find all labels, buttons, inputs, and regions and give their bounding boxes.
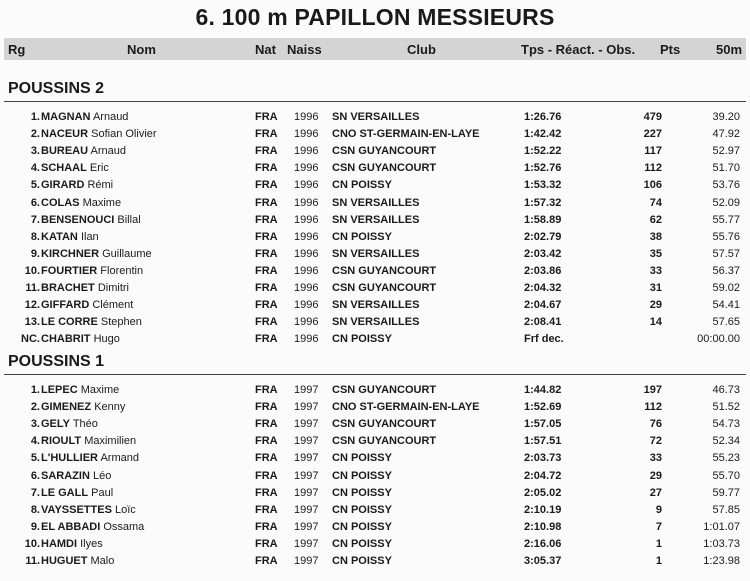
rank: 10.	[24, 265, 40, 277]
split-50m: 52.09	[712, 197, 740, 209]
race-time: 1:42.42	[524, 128, 562, 140]
swimmer-surname: LE GALL	[41, 487, 89, 499]
result-row	[0, 162, 750, 179]
split-50m: 56.37	[712, 265, 740, 277]
swimmer-name	[41, 299, 133, 311]
birth-year: 1997	[294, 504, 319, 516]
swimmer-first-name: Hugo	[93, 333, 120, 345]
club-name: CN POISSY	[332, 333, 392, 345]
points: 1	[655, 555, 662, 567]
swimmer-first-name: Rémi	[87, 179, 114, 191]
rank: 2.	[30, 401, 40, 413]
result-row	[0, 452, 750, 469]
swimmer-surname: MAGNAN	[41, 111, 91, 123]
rank: 9.	[30, 521, 40, 533]
split-50m: 51.70	[712, 162, 740, 174]
split-50m: 52.97	[712, 145, 740, 157]
swimmer-first-name: Armand	[100, 452, 139, 464]
swimmer-first-name: Eric	[89, 162, 109, 174]
swimmer-name	[41, 111, 128, 123]
race-time: 2:04.67	[524, 299, 562, 311]
points: 62	[649, 214, 662, 226]
club-name: CSN GUYANCOURT	[332, 384, 437, 396]
rank: 1.	[30, 384, 40, 396]
points: 76	[649, 418, 662, 430]
nationality: FRA	[255, 521, 278, 533]
header-time: Tps - Réact. - Obs.	[521, 42, 636, 57]
points: 31	[649, 282, 662, 294]
split-50m: 57.85	[712, 504, 740, 516]
rank: 8.	[30, 231, 40, 243]
points: 112	[644, 401, 662, 413]
swimmer-surname: NACEUR	[41, 128, 89, 140]
rank: 7.	[30, 214, 40, 226]
nationality: FRA	[255, 504, 278, 516]
race-time: 2:05.02	[524, 487, 562, 499]
rank: 1.	[30, 111, 40, 123]
swimmer-surname: EL ABBADI	[41, 521, 101, 533]
nationality: FRA	[255, 231, 278, 243]
swimmer-first-name: Malo	[90, 555, 115, 567]
points: 479	[643, 111, 662, 123]
nationality: FRA	[255, 470, 278, 482]
points: 112	[644, 162, 662, 174]
swimmer-name	[41, 384, 119, 396]
split-50m: 55.77	[712, 214, 740, 226]
club-name: CSN GUYANCOURT	[332, 162, 437, 174]
swimmer-name	[41, 265, 143, 277]
race-time: 1:57.32	[524, 197, 562, 209]
swimmer-surname: HUGUET	[41, 555, 88, 567]
points: 1	[655, 538, 662, 550]
club-name: CSN GUYANCOURT	[332, 435, 437, 447]
swimmer-name	[41, 128, 157, 140]
birth-year: 1997	[294, 538, 319, 550]
result-row	[0, 538, 750, 555]
birth-year: 1996	[294, 231, 319, 243]
swimmer-first-name: Paul	[91, 487, 114, 499]
nationality: FRA	[255, 197, 278, 209]
swimmer-first-name: Théo	[72, 418, 98, 430]
section-divider	[4, 101, 746, 102]
nationality: FRA	[255, 111, 278, 123]
result-row	[0, 265, 750, 282]
swimmer-surname: SCHAAL	[41, 162, 87, 174]
swimmer-name	[41, 179, 113, 191]
birth-year: 1996	[294, 265, 319, 277]
swimmer-surname: KATAN	[41, 231, 78, 243]
swimmer-name	[41, 470, 111, 482]
swimmer-name	[41, 333, 120, 345]
club-name: CN POISSY	[332, 231, 392, 243]
page-title: 6. 100 m PAPILLON MESSIEURS	[195, 4, 555, 30]
race-time: 2:10.98	[524, 521, 562, 533]
swimmer-name	[41, 197, 121, 209]
race-time: 2:10.19	[524, 504, 562, 516]
split-50m: 55.70	[712, 470, 740, 482]
club-name: SN VERSAILLES	[332, 197, 420, 209]
birth-year: 1997	[294, 470, 319, 482]
swimmer-surname: SARAZIN	[41, 470, 90, 482]
swimmer-surname: COLAS	[41, 197, 80, 209]
swimmer-surname: KIRCHNER	[41, 248, 100, 260]
race-time: 1:57.05	[524, 418, 562, 430]
points: 33	[649, 452, 662, 464]
column-header-bar	[4, 38, 746, 60]
split-50m: 54.41	[712, 299, 740, 311]
birth-year: 1997	[294, 487, 319, 499]
swimmer-surname: GELY	[41, 418, 70, 430]
birth-year: 1997	[294, 418, 319, 430]
swimmer-name	[41, 418, 98, 430]
club-name: SN VERSAILLES	[332, 214, 420, 226]
birth-year: 1997	[294, 452, 319, 464]
split-50m: 55.23	[712, 452, 740, 464]
result-row	[0, 282, 750, 299]
swimmer-first-name: Clément	[92, 299, 134, 311]
race-time: 1:53.32	[524, 179, 562, 191]
birth-year: 1996	[294, 316, 319, 328]
swimmer-first-name: Florentin	[100, 265, 144, 277]
swimmer-surname: GIMENEZ	[41, 401, 92, 413]
points: 35	[649, 248, 662, 260]
nationality: FRA	[255, 179, 278, 191]
swimmer-name	[41, 162, 109, 174]
points: 117	[644, 145, 662, 157]
rank: 3.	[30, 145, 40, 157]
nationality: FRA	[255, 333, 278, 345]
rank: 2.	[30, 128, 40, 140]
rank: NC.	[21, 333, 40, 345]
race-time: 1:26.76	[524, 111, 562, 123]
section-title: POUSSINS 2	[8, 80, 105, 97]
split-50m: 1:03.73	[703, 538, 740, 550]
split-50m: 57.65	[712, 316, 740, 328]
swimmer-surname: GIFFARD	[41, 299, 90, 311]
swimmer-surname: CHABRIT	[41, 333, 91, 345]
nationality: FRA	[255, 384, 278, 396]
birth-year: 1996	[294, 179, 319, 191]
result-row	[0, 214, 750, 231]
swimmer-surname: RIOULT	[41, 435, 82, 447]
split-50m: 46.73	[712, 384, 740, 396]
result-row	[0, 316, 750, 333]
result-row	[0, 145, 750, 162]
rank: 8.	[30, 504, 40, 516]
nationality: FRA	[255, 401, 278, 413]
race-time: 2:08.41	[524, 316, 562, 328]
birth-year: 1996	[294, 214, 319, 226]
swimmer-name	[41, 435, 136, 447]
race-time: 2:04.72	[524, 470, 562, 482]
points: 14	[649, 316, 662, 328]
result-row	[0, 470, 750, 487]
birth-year: 1997	[294, 435, 319, 447]
race-time: Frf dec.	[524, 333, 564, 345]
birth-year: 1997	[294, 521, 319, 533]
race-time: 2:04.32	[524, 282, 562, 294]
swimmer-first-name: Léo	[92, 470, 112, 482]
birth-year: 1997	[294, 555, 319, 567]
swimmer-name	[41, 487, 113, 499]
points: 33	[649, 265, 662, 277]
club-name: CNO ST-GERMAIN-EN-LAYE	[332, 128, 480, 140]
result-row	[0, 231, 750, 248]
swimmer-first-name: Ilan	[80, 231, 99, 243]
rank: 5.	[30, 179, 40, 191]
race-time: 1:52.22	[524, 145, 562, 157]
swimmer-first-name: Dimitri	[97, 282, 130, 294]
nationality: FRA	[255, 162, 278, 174]
club-name: CN POISSY	[332, 179, 392, 191]
swimmer-first-name: Loïc	[114, 504, 136, 516]
club-name: SN VERSAILLES	[332, 299, 420, 311]
club-name: SN VERSAILLES	[332, 111, 420, 123]
swimmer-name	[41, 521, 144, 533]
rank: 6.	[30, 197, 40, 209]
nationality: FRA	[255, 265, 278, 277]
result-row	[0, 487, 750, 504]
swimmer-name	[41, 231, 99, 243]
rank: 6.	[30, 470, 40, 482]
header-birth-year: Naiss	[287, 42, 322, 57]
points: 227	[643, 128, 662, 140]
swimmer-first-name: Maximilien	[84, 435, 137, 447]
swimmer-first-name: Ilyes	[80, 538, 103, 550]
result-row	[0, 179, 750, 196]
birth-year: 1996	[294, 145, 319, 157]
rank: 13.	[24, 316, 40, 328]
section-title: POUSSINS 1	[8, 353, 105, 370]
result-row	[0, 333, 750, 350]
result-row	[0, 418, 750, 435]
points: 9	[655, 504, 662, 516]
points: 106	[643, 179, 662, 191]
split-50m: 59.02	[712, 282, 740, 294]
swimmer-surname: BENSENOUCI	[41, 214, 115, 226]
result-row	[0, 384, 750, 401]
club-name: CSN GUYANCOURT	[332, 265, 437, 277]
rank: 11.	[25, 555, 40, 567]
swimmer-surname: HAMDI	[41, 538, 78, 550]
nationality: FRA	[255, 214, 278, 226]
points: 29	[649, 299, 662, 311]
race-time: 1:44.82	[524, 384, 562, 396]
birth-year: 1996	[294, 333, 319, 345]
rank: 5.	[30, 452, 40, 464]
split-50m: 54.73	[712, 418, 740, 430]
split-50m: 51.52	[712, 401, 740, 413]
birth-year: 1996	[294, 282, 319, 294]
header-rank: Rg	[8, 42, 26, 57]
birth-year: 1996	[294, 162, 319, 174]
split-50m: 00:00.00	[697, 333, 740, 345]
race-time: 3:05.37	[524, 555, 562, 567]
nationality: FRA	[255, 487, 278, 499]
swimmer-first-name: Stephen	[100, 316, 142, 328]
result-row	[0, 128, 750, 145]
section-divider	[4, 374, 746, 375]
race-time: 2:02.79	[524, 231, 562, 243]
nationality: FRA	[255, 538, 278, 550]
split-50m: 47.92	[712, 128, 740, 140]
swimmer-first-name: Billal	[117, 214, 141, 226]
swimmer-name	[41, 452, 139, 464]
split-50m: 1:01.07	[703, 521, 740, 533]
swimmer-surname: VAYSSETTES	[41, 504, 112, 516]
swimmer-name	[41, 504, 136, 516]
swimmer-name	[41, 538, 103, 550]
swimmer-first-name: Arnaud	[90, 145, 126, 157]
birth-year: 1997	[294, 401, 319, 413]
points: 38	[649, 231, 662, 243]
result-row	[0, 401, 750, 418]
nationality: FRA	[255, 435, 278, 447]
points: 27	[649, 487, 662, 499]
points: 72	[649, 435, 662, 447]
swimmer-surname: FOURTIER	[41, 265, 98, 277]
nationality: FRA	[255, 555, 278, 567]
rank: 9.	[30, 248, 40, 260]
points: 7	[655, 521, 662, 533]
club-name: CN POISSY	[332, 470, 392, 482]
swimmer-first-name: Maxime	[80, 384, 120, 396]
nationality: FRA	[255, 452, 278, 464]
swimmer-first-name: Ossama	[103, 521, 145, 533]
result-row	[0, 197, 750, 214]
race-time: 2:03.86	[524, 265, 562, 277]
split-50m: 55.76	[712, 231, 740, 243]
rank: 4.	[30, 162, 40, 174]
swimmer-name	[41, 282, 129, 294]
birth-year: 1996	[294, 299, 319, 311]
result-row	[0, 111, 750, 128]
race-time: 1:58.89	[524, 214, 562, 226]
swimmer-name	[41, 401, 125, 413]
swimmer-surname: BUREAU	[41, 145, 89, 157]
birth-year: 1996	[294, 128, 319, 140]
rank: 7.	[30, 487, 40, 499]
points: 197	[643, 384, 662, 396]
split-50m: 39.20	[712, 111, 740, 123]
nationality: FRA	[255, 145, 278, 157]
swimmer-name	[41, 248, 152, 260]
nationality: FRA	[255, 248, 278, 260]
result-row	[0, 504, 750, 521]
birth-year: 1996	[294, 248, 319, 260]
club-name: SN VERSAILLES	[332, 248, 420, 260]
swimmer-name	[41, 316, 142, 328]
result-row	[0, 248, 750, 265]
race-time: 2:16.06	[524, 538, 562, 550]
swimmer-first-name: Kenny	[94, 401, 126, 413]
result-row	[0, 299, 750, 316]
club-name: CSN GUYANCOURT	[332, 418, 437, 430]
result-row	[0, 521, 750, 538]
club-name: CN POISSY	[332, 555, 392, 567]
rank: 11.	[25, 282, 40, 294]
birth-year: 1996	[294, 197, 319, 209]
points: 29	[649, 470, 662, 482]
nationality: FRA	[255, 316, 278, 328]
split-50m: 59.77	[712, 487, 740, 499]
swimmer-surname: GIRARD	[41, 179, 85, 191]
club-name: CN POISSY	[332, 521, 392, 533]
nationality: FRA	[255, 282, 278, 294]
split-50m: 57.57	[712, 248, 740, 260]
rank: 10.	[24, 538, 40, 550]
rank: 3.	[30, 418, 40, 430]
club-name: CNO ST-GERMAIN-EN-LAYE	[332, 401, 480, 413]
race-time: 1:52.76	[524, 162, 562, 174]
split-50m: 1:23.98	[703, 555, 740, 567]
club-name: CN POISSY	[332, 504, 392, 516]
header-points: Pts	[660, 42, 681, 57]
nationality: FRA	[255, 418, 278, 430]
club-name: CN POISSY	[332, 487, 392, 499]
swimmer-first-name: Maxime	[82, 197, 122, 209]
rank: 12.	[24, 299, 40, 311]
club-name: CN POISSY	[332, 452, 392, 464]
birth-year: 1997	[294, 384, 319, 396]
race-time: 2:03.42	[524, 248, 562, 260]
header-split: 50m	[716, 42, 743, 57]
split-50m: 52.34	[712, 435, 740, 447]
club-name: CSN GUYANCOURT	[332, 282, 437, 294]
swimmer-surname: LEPEC	[41, 384, 78, 396]
race-time: 2:03.73	[524, 452, 562, 464]
swimmer-surname: BRACHET	[41, 282, 95, 294]
club-name: CN POISSY	[332, 538, 392, 550]
split-50m: 53.76	[712, 179, 740, 191]
race-time: 1:52.69	[524, 401, 562, 413]
race-time: 1:57.51	[524, 435, 562, 447]
nationality: FRA	[255, 299, 278, 311]
header-club: Club	[407, 42, 436, 57]
swimmer-name	[41, 214, 141, 226]
result-row	[0, 435, 750, 452]
birth-year: 1996	[294, 111, 319, 123]
swimmer-first-name: Guillaume	[102, 248, 152, 260]
club-name: CSN GUYANCOURT	[332, 145, 437, 157]
club-name: SN VERSAILLES	[332, 316, 420, 328]
swimmer-surname: LE CORRE	[41, 316, 98, 328]
points: 74	[649, 197, 662, 209]
swimmer-name	[41, 145, 126, 157]
nationality: FRA	[255, 128, 278, 140]
swimmer-first-name: Arnaud	[92, 111, 129, 123]
swimmer-surname: L'HULLIER	[41, 452, 98, 464]
swimmer-name	[41, 555, 114, 567]
swimmer-first-name: Sofian Olivier	[91, 128, 157, 140]
rank: 4.	[30, 435, 40, 447]
result-row	[0, 555, 750, 572]
header-nat: Nat	[255, 42, 276, 57]
header-name: Nom	[127, 42, 156, 57]
